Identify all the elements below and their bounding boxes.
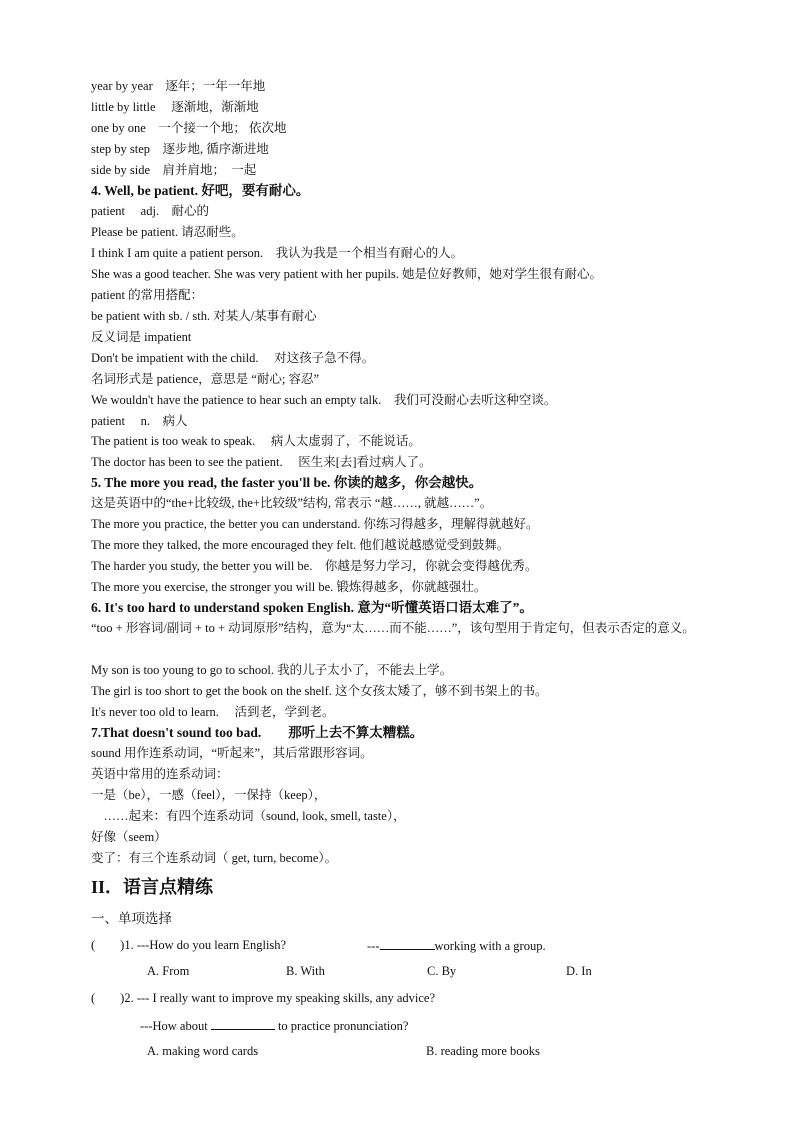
answer-blank[interactable] (211, 1015, 275, 1030)
note-line: The patient is too weak to speak. 病人太虚弱了，不能说话。 (91, 434, 421, 448)
question-text: ---How do you learn English? (136, 938, 287, 952)
note-line: Please be patient. 请忍耐些。 (91, 225, 244, 239)
question-number: 2. (124, 991, 134, 1005)
note-line: be patient with sb. / sth. 对某人/某事有耐心 (91, 309, 317, 323)
question-2 (91, 988, 734, 1009)
point-6-explanation: “too + 形容词/副词 + to + 动词原形”结构，意为“太……而不能……”，该句型用于肯定句，但表示否定的意义。 (91, 621, 695, 635)
phrase-line: year by year 逐年；一年一年地 (91, 79, 266, 93)
point-7-heading: 7.That doesn't sound too bad. 那听上去不算太糟糕。 (91, 725, 424, 740)
note-line: 反义词是 impatient (91, 330, 192, 344)
note-line: It's never too old to learn. 活到老，学到老。 (91, 705, 335, 719)
note-line: The more you practice, the better you can understand. 你练习得越多，理解得就越好。 (91, 517, 539, 531)
phrase-line: step by step 逐步地, 循序渐进地 (91, 142, 269, 156)
option-a[interactable]: A. making word cards (147, 1044, 259, 1058)
question-text: --- I really want to improve my speaking skills, any advice? (136, 991, 436, 1005)
note-line: patient 的常用搭配： (91, 288, 204, 302)
note-line: 一是（be），一感（feel），一保持（keep）， (91, 788, 327, 802)
answer-paren[interactable]: ( ) (91, 938, 125, 952)
note-line: I think I am quite a patient person. 我认为我是一个相当有耐心的人。 (91, 246, 464, 260)
point-5-heading: 5. The more you read, the faster you'll be. 你读的越多，你会越快。 (91, 475, 483, 490)
reply-prefix: --- (367, 939, 380, 953)
note-line: 这是英语中的“the+比较级, the+比较级”结构, 常表示 “越……, 就越……”。 (91, 496, 493, 510)
option-d[interactable]: D. In (566, 964, 592, 978)
note-line: sound 用作连系动词，“听起来”，其后常跟形容词。 (91, 746, 373, 760)
question-number: 1. (124, 938, 134, 952)
note-line: The more you exercise, the stronger you will be. 锻炼得越多，你就越强壮。 (91, 580, 487, 594)
point-4-heading: 4. Well, be patient. 好吧，要有耐心。 (91, 183, 310, 198)
note-line: 名词形式是 patience，意思是 “耐心; 容忍” (91, 372, 320, 386)
note-line: patient n. 病人 (91, 414, 188, 428)
answer-blank[interactable] (380, 935, 435, 950)
note-line: 变了：有三个连系动词（ get, turn, become）。 (91, 851, 338, 865)
option-a[interactable]: A. From (147, 964, 190, 978)
note-line: She was a good teacher. She was very patient with her pupils. 她是位好教师，她对学生很有耐心。 (91, 267, 603, 281)
note-line: 英语中常用的连系动词： (91, 767, 229, 781)
question-2-reply (140, 1015, 734, 1037)
reply-prefix: ---How about (140, 1019, 211, 1033)
note-line: ……起来：有四个连系动词（sound, look, smell, taste）， (91, 809, 406, 823)
phrase-line: side by side 肩并肩地； 一起 (91, 163, 257, 177)
option-b[interactable]: B. reading more books (426, 1044, 540, 1058)
question-1 (91, 935, 734, 956)
note-line: Don't be impatient with the child. 对这孩子急不得。 (91, 351, 375, 365)
reply-suffix: working with a group. (434, 939, 546, 953)
note-line: The more they talked, the more encouraged they felt. 他们越说越感觉受到鼓舞。 (91, 538, 510, 552)
note-line: 好像（seem） (91, 830, 167, 844)
option-b[interactable]: B. With (286, 964, 325, 978)
reply-suffix: to practice pronunciation? (274, 1019, 409, 1033)
option-c[interactable]: C. By (427, 964, 457, 978)
point-6-heading: 6. It's too hard to understand spoken English. 意为“听懂英语口语太难了”。 (91, 600, 533, 615)
phrase-line: one by one 一个接一个地； 依次地 (91, 121, 287, 135)
note-line: The doctor has been to see the patient. 医生来[去]看过病人了。 (91, 455, 432, 469)
section-subtitle: 一、单项选择 (91, 911, 172, 926)
note-line: We wouldn't have the patience to hear such an empty talk. 我们可没耐心去听这种空谈。 (91, 393, 557, 407)
note-line: My son is too young to go to school. 我的儿子太小了，不能去上学。 (91, 663, 453, 677)
phrase-line: little by little 逐渐地，渐渐地 (91, 100, 259, 114)
answer-paren[interactable]: ( ) (91, 991, 125, 1005)
note-line: The harder you study, the better you will be. 你越是努力学习，你就会变得越优秀。 (91, 559, 538, 573)
note-line: The girl is too short to get the book on the shelf. 这个女孩太矮了，够不到书架上的书。 (91, 684, 548, 698)
note-line: patient adj. 耐心的 (91, 204, 210, 218)
section-title: II．语言点精练 (91, 877, 214, 897)
